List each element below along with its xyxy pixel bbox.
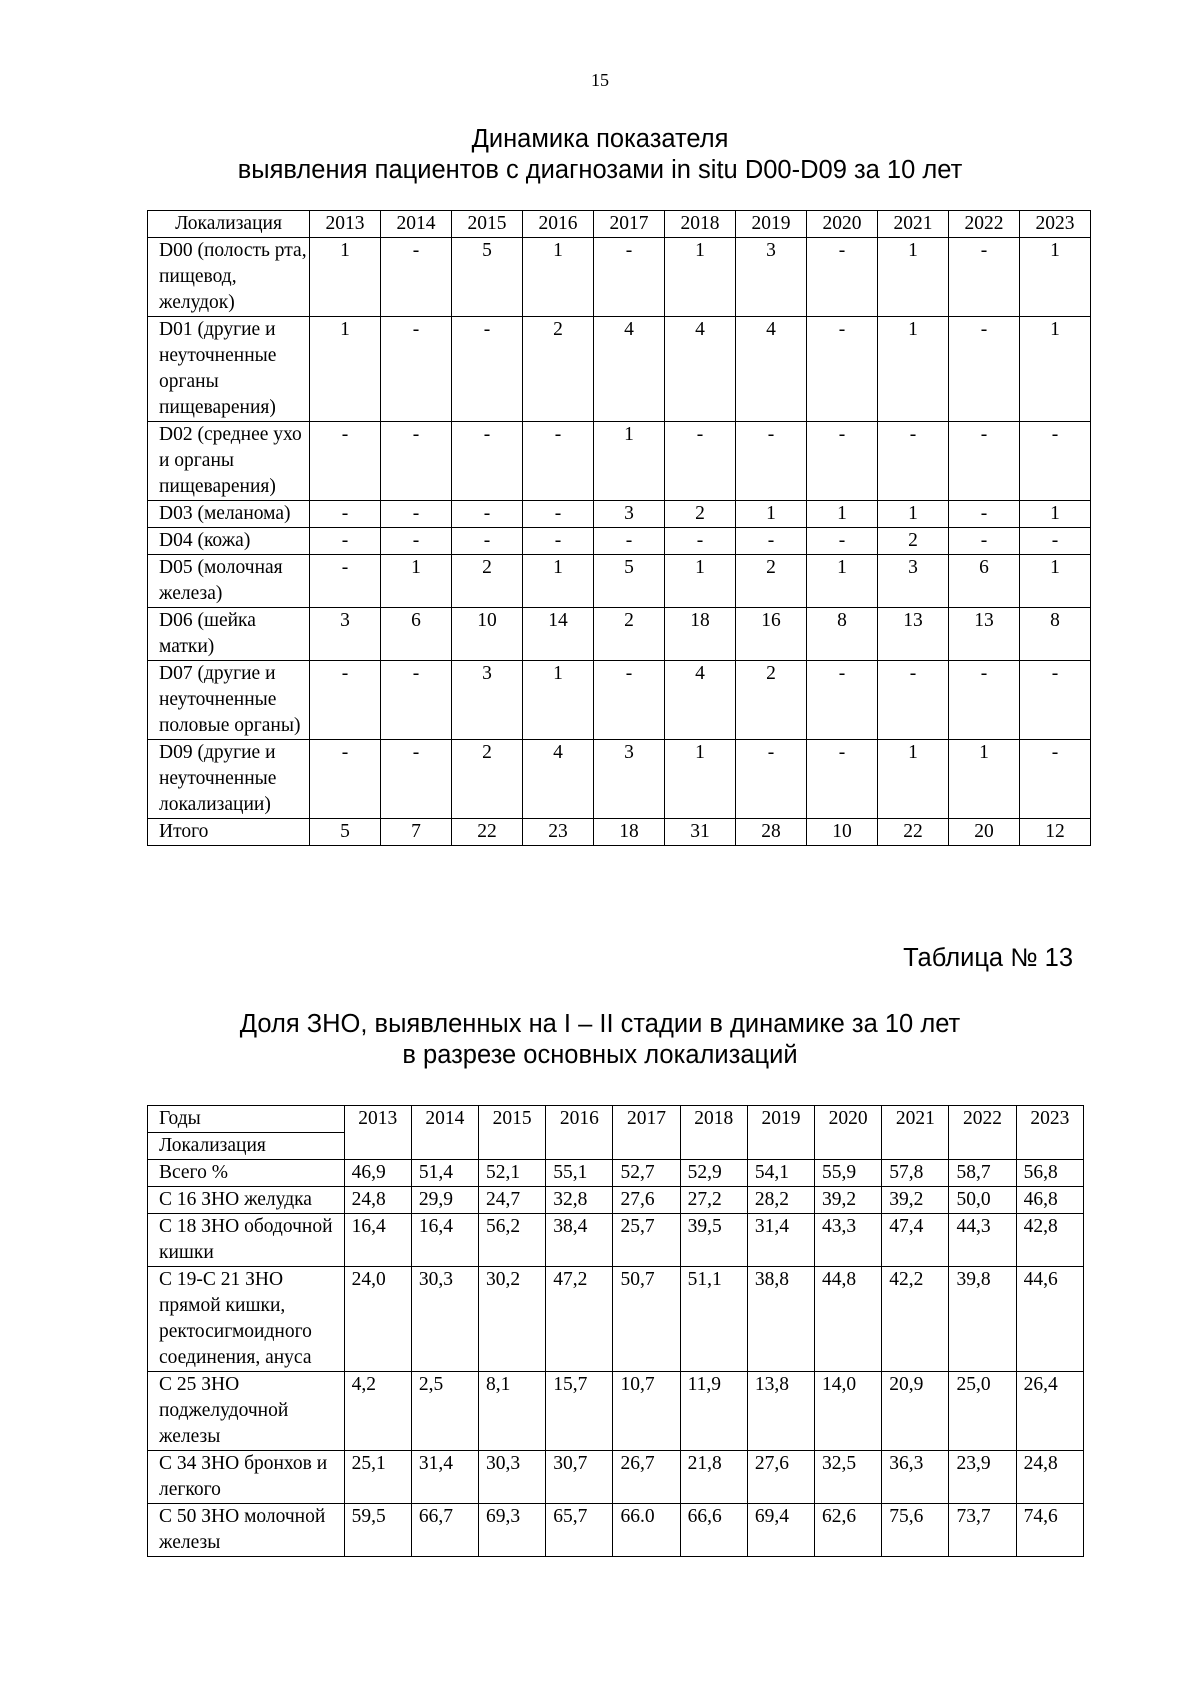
table-cell: 25,1 [344, 1451, 411, 1504]
table-cell: 2 [878, 528, 949, 555]
table-cell: 44,3 [949, 1214, 1016, 1267]
table-cell: 27,2 [680, 1187, 747, 1214]
row-label: С 18 ЗНО ободочной кишки [148, 1214, 345, 1267]
table2-title-line2: в разрезе основных локализаций [402, 1041, 798, 1069]
table-cell: 26,7 [613, 1451, 680, 1504]
table-row [148, 422, 1091, 501]
table-cell: 52,9 [680, 1160, 747, 1187]
row-label: D02 (среднее ухо и органы пищеварения) [148, 422, 310, 501]
header-localization: Локализация [148, 211, 310, 238]
table-cell: 16,4 [344, 1214, 411, 1267]
table-cell: 1 [665, 555, 736, 608]
table-cell: 1 [807, 501, 878, 528]
page-number: 15 [591, 70, 609, 90]
table-cell: 5 [452, 238, 523, 317]
header-year: 2016 [546, 1106, 613, 1160]
table-cell: - [736, 422, 807, 501]
in-situ-table [147, 210, 1091, 846]
table-cell: 6 [949, 555, 1020, 608]
table-cell: - [878, 661, 949, 740]
table-cell: 28 [736, 819, 807, 846]
table-cell: 31 [665, 819, 736, 846]
table-cell: - [949, 661, 1020, 740]
table-cell: 42,2 [882, 1267, 949, 1372]
table-cell: - [1020, 528, 1091, 555]
table-cell: - [736, 528, 807, 555]
table-cell: 7 [381, 819, 452, 846]
table-cell: 58,7 [949, 1160, 1016, 1187]
table-cell: 4,2 [344, 1372, 411, 1451]
table-cell: - [452, 501, 523, 528]
row-label: D06 (шейка матки) [148, 608, 310, 661]
row-label: С 19-С 21 ЗНО прямой кишки, ректосигмоидного соединения, ануса [148, 1267, 345, 1372]
table-cell: 1 [523, 238, 594, 317]
table-cell: 3 [594, 740, 665, 819]
table-cell: 1 [523, 661, 594, 740]
table-cell: 2 [452, 555, 523, 608]
table-cell: 1 [878, 238, 949, 317]
table-row [148, 1372, 1084, 1451]
table-cell: 39,2 [882, 1187, 949, 1214]
table-cell: 43,3 [815, 1214, 882, 1267]
header-year: 2014 [411, 1106, 478, 1160]
table-cell: 10,7 [613, 1372, 680, 1451]
table-cell: 1 [594, 422, 665, 501]
row-label: D04 (кожа) [148, 528, 310, 555]
table-cell: 23,9 [949, 1451, 1016, 1504]
header-year: 2020 [807, 211, 878, 238]
table-cell: - [949, 422, 1020, 501]
table-cell: - [949, 528, 1020, 555]
header-year: 2017 [594, 211, 665, 238]
table-cell: 8,1 [479, 1372, 546, 1451]
table-cell: - [1020, 661, 1091, 740]
table-cell: 20 [949, 819, 1020, 846]
table-cell: 46,8 [1016, 1187, 1083, 1214]
table-cell: 4 [665, 661, 736, 740]
table-cell: 32,5 [815, 1451, 882, 1504]
table-cell: 1 [665, 740, 736, 819]
table-cell: 2 [736, 555, 807, 608]
table-cell: 50,0 [949, 1187, 1016, 1214]
table-cell: 65,7 [546, 1504, 613, 1557]
table-cell: 44,6 [1016, 1267, 1083, 1372]
table-cell: - [381, 422, 452, 501]
table-row [148, 661, 1091, 740]
row-label: D01 (другие и неуточненные органы пищеварения) [148, 317, 310, 422]
table-cell: 1 [310, 317, 381, 422]
table-cell: 3 [736, 238, 807, 317]
header-year: 2019 [736, 211, 807, 238]
table2-title-line1: Доля ЗНО, выявленных на I – II стадии в динамике за 10 лет [239, 1010, 961, 1038]
table-cell: 1 [665, 238, 736, 317]
table-cell: 22 [878, 819, 949, 846]
table-header-row [148, 211, 1091, 238]
table-cell: 24,0 [344, 1267, 411, 1372]
table-cell: 3 [310, 608, 381, 661]
table-row [148, 740, 1091, 819]
table-cell: 30,3 [479, 1451, 546, 1504]
table-cell: 2 [594, 608, 665, 661]
table-cell: 1 [878, 740, 949, 819]
table-cell: 42,8 [1016, 1214, 1083, 1267]
table-row [148, 555, 1091, 608]
table-cell: 26,4 [1016, 1372, 1083, 1451]
table-cell: 16 [736, 608, 807, 661]
table-cell: 6 [381, 608, 452, 661]
table-cell: 10 [807, 819, 878, 846]
table-cell: 11,9 [680, 1372, 747, 1451]
header-year: 2017 [613, 1106, 680, 1160]
table-cell: 59,5 [344, 1504, 411, 1557]
table-cell: 4 [523, 740, 594, 819]
table-cell: 27,6 [747, 1451, 814, 1504]
table-cell: - [452, 317, 523, 422]
table-cell: 14,0 [815, 1372, 882, 1451]
table-cell: 14 [523, 608, 594, 661]
table-cell: 4 [665, 317, 736, 422]
table-cell: 51,4 [411, 1160, 478, 1187]
table-cell: 1 [1020, 555, 1091, 608]
table-cell: - [381, 238, 452, 317]
table-cell: 1 [381, 555, 452, 608]
table-cell: 39,2 [815, 1187, 882, 1214]
header-year: 2013 [310, 211, 381, 238]
header-years: Годы [148, 1106, 345, 1133]
table-cell: 31,4 [411, 1451, 478, 1504]
table-cell: 74,6 [1016, 1504, 1083, 1557]
header-year: 2018 [680, 1106, 747, 1160]
table-cell: 30,3 [411, 1267, 478, 1372]
table-cell: 20,9 [882, 1372, 949, 1451]
table-cell: 3 [594, 501, 665, 528]
header-year: 2014 [381, 211, 452, 238]
table-cell: 1 [523, 555, 594, 608]
table-cell: 1 [1020, 238, 1091, 317]
table-cell: 30,7 [546, 1451, 613, 1504]
table-cell: 38,8 [747, 1267, 814, 1372]
table-cell: 13 [878, 608, 949, 661]
table-cell: 4 [594, 317, 665, 422]
table1-title-line1: Динамика показателя [471, 125, 729, 153]
table-cell: - [878, 422, 949, 501]
table-cell: 66,6 [680, 1504, 747, 1557]
row-label: С 50 ЗНО молочной железы [148, 1504, 345, 1557]
table-cell: 16,4 [411, 1214, 478, 1267]
table-cell: - [310, 555, 381, 608]
table-cell: 1 [1020, 501, 1091, 528]
table-cell: 46,9 [344, 1160, 411, 1187]
table-cell: - [594, 238, 665, 317]
table-cell: 73,7 [949, 1504, 1016, 1557]
table-cell: 1 [878, 317, 949, 422]
table-cell: - [310, 501, 381, 528]
table-cell: - [949, 501, 1020, 528]
table-cell: 69,4 [747, 1504, 814, 1557]
table-row [148, 1187, 1084, 1214]
table-cell: 50,7 [613, 1267, 680, 1372]
table-cell: - [523, 501, 594, 528]
table-cell: 3 [452, 661, 523, 740]
table-cell: 32,8 [546, 1187, 613, 1214]
table-cell: 2 [665, 501, 736, 528]
table-cell: - [807, 661, 878, 740]
header-year: 2018 [665, 211, 736, 238]
table-cell: - [594, 661, 665, 740]
table-row [148, 819, 1091, 846]
row-label: D05 (молочная железа) [148, 555, 310, 608]
table-cell: 52,1 [479, 1160, 546, 1187]
table-cell: - [310, 528, 381, 555]
table-cell: 24,7 [479, 1187, 546, 1214]
table-cell: 29,9 [411, 1187, 478, 1214]
table-cell: 51,1 [680, 1267, 747, 1372]
table-cell: - [381, 528, 452, 555]
table-row [148, 1160, 1084, 1187]
table-cell: - [381, 317, 452, 422]
table-cell: 62,6 [815, 1504, 882, 1557]
table-cell: - [594, 528, 665, 555]
header-year: 2016 [523, 211, 594, 238]
table-cell: 24,8 [1016, 1451, 1083, 1504]
header-year: 2015 [452, 211, 523, 238]
table-header-row [148, 1106, 1084, 1133]
table-cell: 13,8 [747, 1372, 814, 1451]
table-cell: - [807, 317, 878, 422]
table-cell: 25,7 [613, 1214, 680, 1267]
header-year: 2020 [815, 1106, 882, 1160]
header-year: 2023 [1016, 1106, 1083, 1160]
table-cell: - [807, 740, 878, 819]
header-year: 2013 [344, 1106, 411, 1160]
row-label: D03 (меланома) [148, 501, 310, 528]
header-year: 2023 [1020, 211, 1091, 238]
table-cell: - [949, 238, 1020, 317]
table-cell: 2 [452, 740, 523, 819]
table-cell: 12 [1020, 819, 1091, 846]
header-year: 2015 [479, 1106, 546, 1160]
table-cell: 47,4 [882, 1214, 949, 1267]
table2-title [0, 1009, 1200, 1071]
table-cell: - [381, 661, 452, 740]
table-cell: 23 [523, 819, 594, 846]
table-cell: 2 [523, 317, 594, 422]
table-cell: - [310, 661, 381, 740]
row-label: D07 (другие и неуточненные половые органы) [148, 661, 310, 740]
row-label: Итого [148, 819, 310, 846]
table-cell: - [1020, 740, 1091, 819]
table-cell: 56,8 [1016, 1160, 1083, 1187]
table-cell: 66.0 [613, 1504, 680, 1557]
table-row [148, 1451, 1084, 1504]
header-year: 2022 [949, 1106, 1016, 1160]
table-cell: 55,1 [546, 1160, 613, 1187]
table-cell: 15,7 [546, 1372, 613, 1451]
table-row [148, 1504, 1084, 1557]
table-cell: - [949, 317, 1020, 422]
table-cell: 2 [736, 661, 807, 740]
row-label: С 16 ЗНО желудка [148, 1187, 345, 1214]
table-cell: 1 [878, 501, 949, 528]
table-cell: - [665, 528, 736, 555]
table-cell: 4 [736, 317, 807, 422]
table-cell: 75,6 [882, 1504, 949, 1557]
table-cell: - [1020, 422, 1091, 501]
table-cell: 1 [807, 555, 878, 608]
table-cell: 39,5 [680, 1214, 747, 1267]
table-cell: 44,8 [815, 1267, 882, 1372]
table-cell: 69,3 [479, 1504, 546, 1557]
table-row [148, 1214, 1084, 1267]
table-cell: 56,2 [479, 1214, 546, 1267]
table-cell: 5 [594, 555, 665, 608]
table-cell: 52,7 [613, 1160, 680, 1187]
table-cell: 2,5 [411, 1372, 478, 1451]
table-cell: 54,1 [747, 1160, 814, 1187]
header-year: 2022 [949, 211, 1020, 238]
table-cell: 13 [949, 608, 1020, 661]
table-cell: - [381, 501, 452, 528]
table-cell: 38,4 [546, 1214, 613, 1267]
table-row [148, 317, 1091, 422]
table-cell: - [523, 422, 594, 501]
table-cell: - [665, 422, 736, 501]
table-cell: 1 [736, 501, 807, 528]
table-cell: 1 [310, 238, 381, 317]
table-cell: 8 [1020, 608, 1091, 661]
table-cell: 22 [452, 819, 523, 846]
table-cell: 57,8 [882, 1160, 949, 1187]
table-cell: 24,8 [344, 1187, 411, 1214]
row-label: С 25 ЗНО поджелудочной железы [148, 1372, 345, 1451]
table-cell: 8 [807, 608, 878, 661]
table-cell: 3 [878, 555, 949, 608]
table-cell: - [736, 740, 807, 819]
table-cell: - [381, 740, 452, 819]
table-cell: 39,8 [949, 1267, 1016, 1372]
table-cell: 28,2 [747, 1187, 814, 1214]
table-cell: 1 [1020, 317, 1091, 422]
table-row [148, 528, 1091, 555]
table-cell: 55,9 [815, 1160, 882, 1187]
table-cell: - [807, 528, 878, 555]
stage-share-table [147, 1105, 1084, 1557]
table-cell: 18 [594, 819, 665, 846]
table-row [148, 501, 1091, 528]
table-cell: 18 [665, 608, 736, 661]
row-label: D00 (полость рта, пищевод, желудок) [148, 238, 310, 317]
table-cell: - [452, 528, 523, 555]
table-row [148, 608, 1091, 661]
table-cell: 47,2 [546, 1267, 613, 1372]
table1-title [0, 124, 1200, 186]
table-cell: - [310, 422, 381, 501]
header-year: 2021 [882, 1106, 949, 1160]
table-cell: - [523, 528, 594, 555]
table-number: Таблица № 13 [903, 944, 1073, 972]
table-cell: 31,4 [747, 1214, 814, 1267]
table-cell: 21,8 [680, 1451, 747, 1504]
table-cell: 10 [452, 608, 523, 661]
header-year: 2021 [878, 211, 949, 238]
table-cell: - [807, 238, 878, 317]
row-label: Всего % [148, 1160, 345, 1187]
table-cell: 1 [949, 740, 1020, 819]
row-label: С 34 ЗНО бронхов и легкого [148, 1451, 345, 1504]
row-label: D09 (другие и неуточненные локализации) [148, 740, 310, 819]
table-cell: 30,2 [479, 1267, 546, 1372]
table-row [148, 1267, 1084, 1372]
table-cell: 27,6 [613, 1187, 680, 1214]
table-cell: 5 [310, 819, 381, 846]
table-cell: 36,3 [882, 1451, 949, 1504]
table-cell: 66,7 [411, 1504, 478, 1557]
table-row [148, 238, 1091, 317]
header-year: 2019 [747, 1106, 814, 1160]
table-cell: - [452, 422, 523, 501]
table-cell: 25,0 [949, 1372, 1016, 1451]
table1-title-line2: выявления пациентов с диагнозами in situ D00-D09 за 10 лет [237, 156, 963, 184]
table-cell: - [310, 740, 381, 819]
table-cell: - [807, 422, 878, 501]
header-localization: Локализация [148, 1133, 345, 1160]
